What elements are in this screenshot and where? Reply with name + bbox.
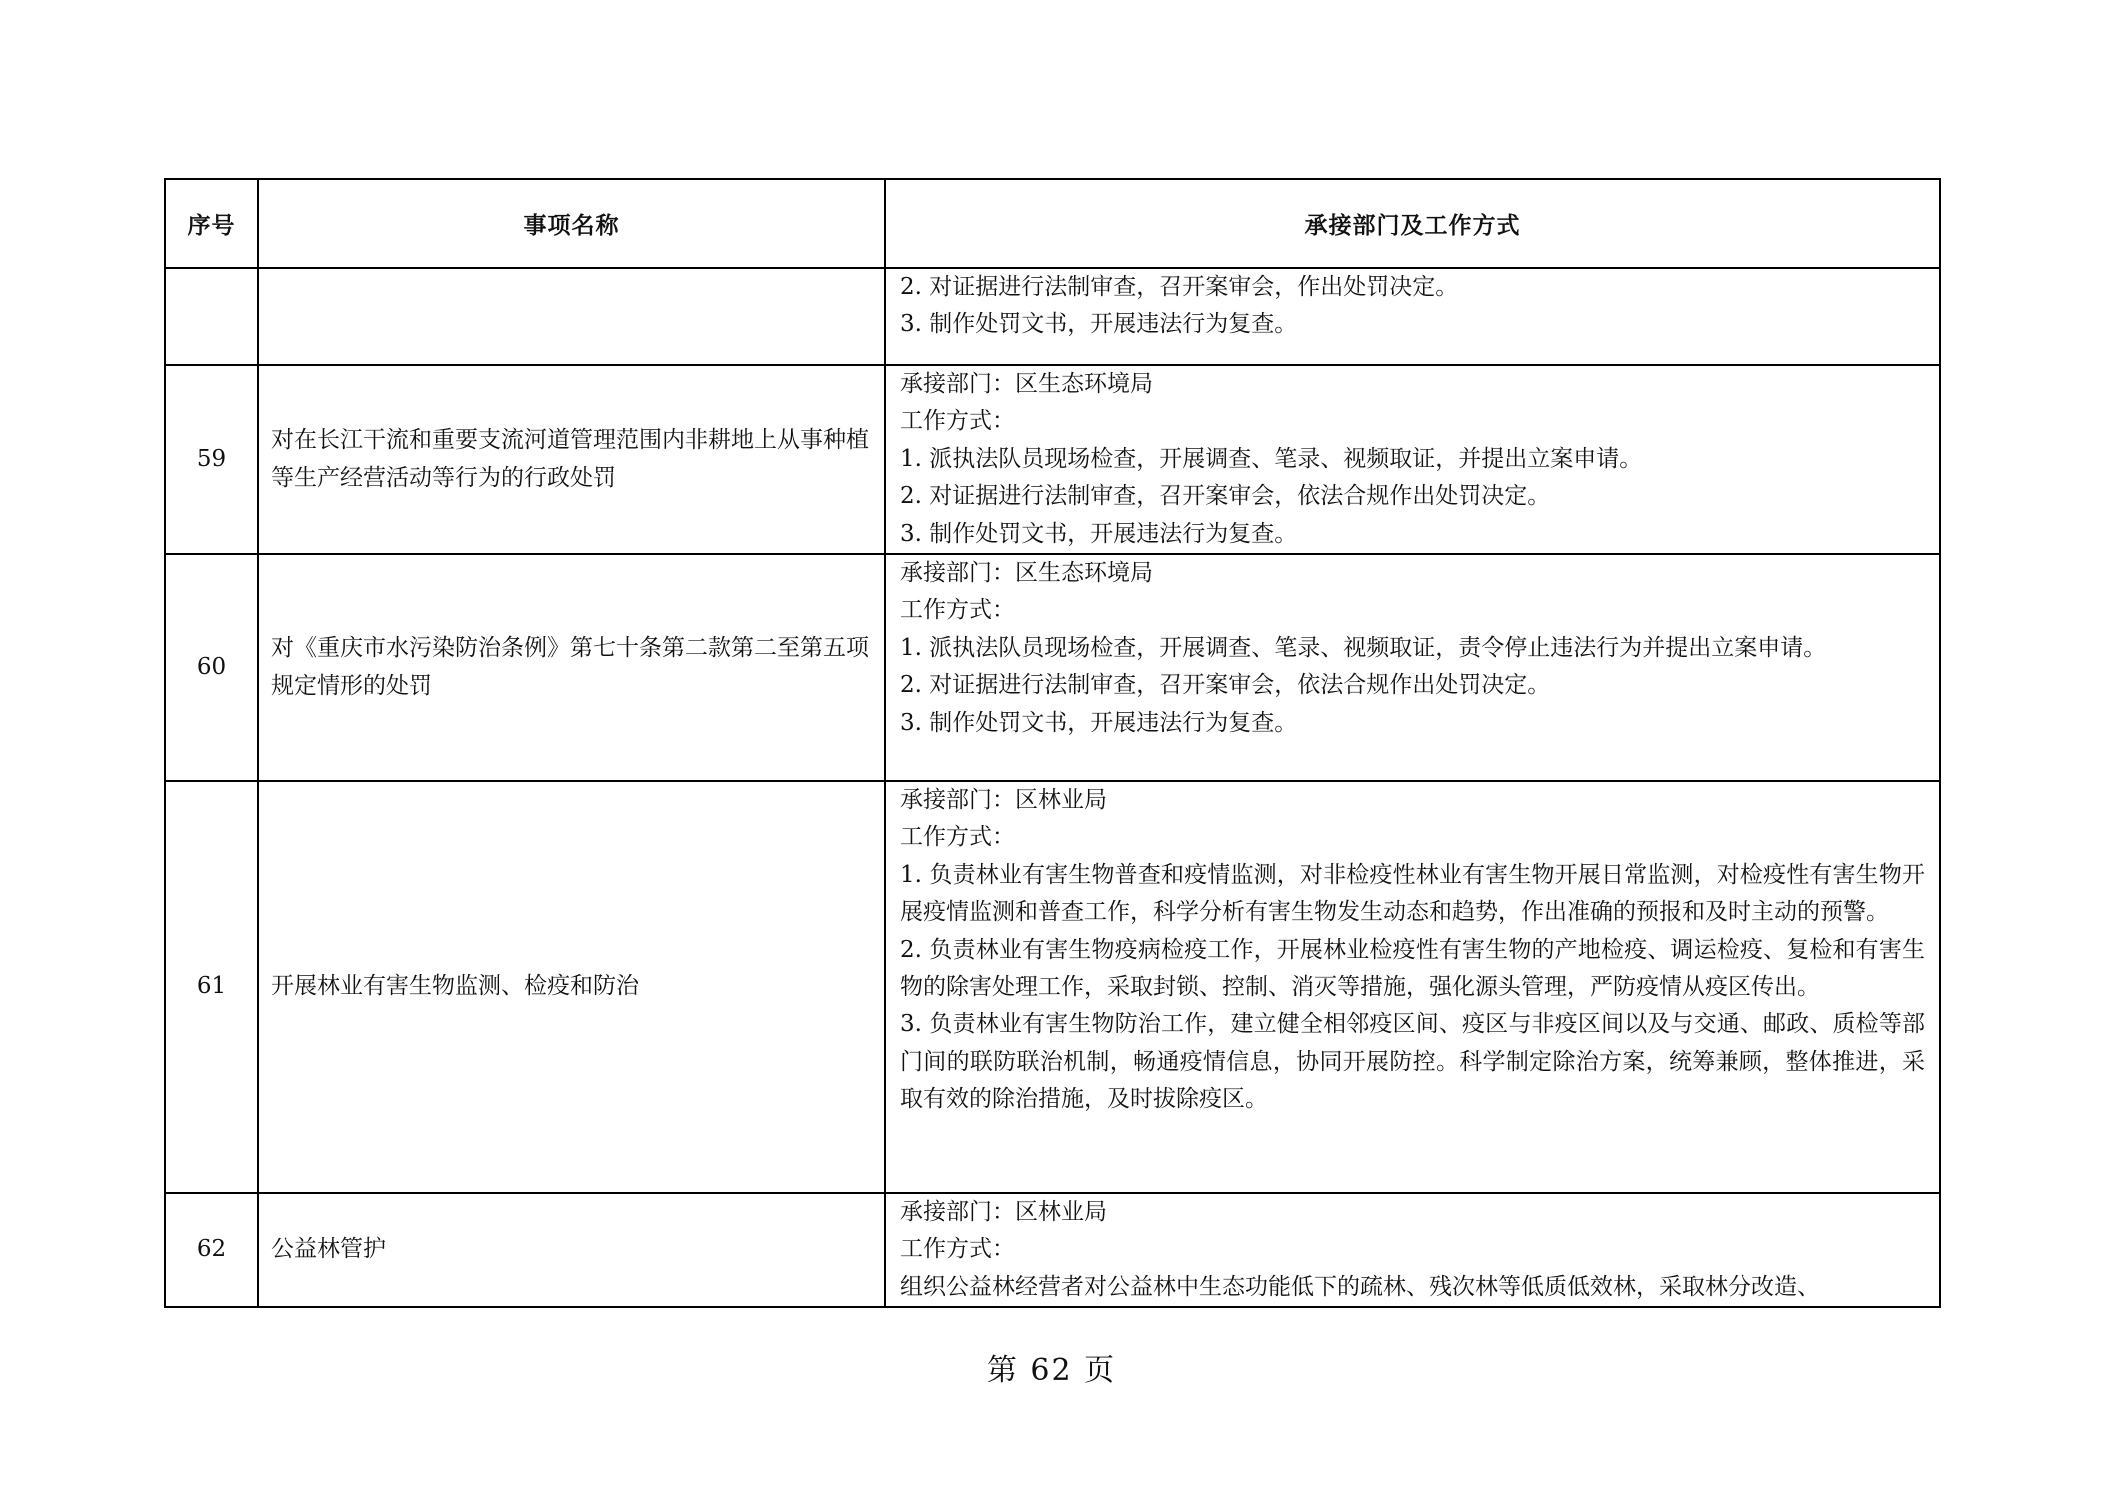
method-line: 1. 派执法队员现场检查，开展调查、笔录、视频取证，并提出立案申请。 [900, 445, 1643, 472]
method-line: 承接部门：区生态环境局 [900, 560, 1153, 587]
method-line: 3. 制作处罚文书，开展违法行为复查。 [900, 520, 1298, 547]
method-line: 1. 派执法队员现场检查，开展调查、笔录、视频取证，责令停止违法行为并提出立案申请。 [900, 634, 1827, 661]
method-line: 工作方式： [900, 1236, 1015, 1263]
row-seq: 60 [165, 554, 258, 781]
table-row [165, 1193, 1940, 1307]
table-row [165, 554, 1940, 781]
row-method [885, 781, 1940, 1193]
page-number: 第 62 页 [986, 1353, 1117, 1388]
method-line: 2. 对证据进行法制审查，召开案审会，依法合规作出处罚决定。 [900, 483, 1551, 510]
method-line: 承接部门：区生态环境局 [900, 371, 1153, 397]
method-line: 工作方式： [900, 824, 1015, 851]
row-method [885, 268, 1940, 365]
row-seq: 62 [165, 1193, 258, 1307]
items-table [164, 178, 1941, 1308]
method-line: 1. 负责林业有害生物普查和疫情监测，对非检疫性林业有害生物开展日常监测，对检疫性有害生物开展疫情监测和普查工作，科学分析有害生物发生动态和趋势，作出准确的预报和及时主动的预警。 [900, 861, 1925, 926]
row-name: 公益林管护 [258, 1193, 885, 1307]
method-line: 3. 制作处罚文书，开展违法行为复查。 [900, 311, 1298, 338]
row-method [885, 554, 1940, 781]
row-method [885, 365, 1940, 554]
table-row [165, 365, 1940, 554]
header-row [165, 179, 1940, 268]
method-line: 2. 负责林业有害生物疫病检疫工作，开展林业检疫性有害生物的产地检疫、调运检疫、复检和有害生物的除害处理工作，采取封锁、控制、消灭等措施，强化源头管理，严防疫情从疫区传出。 [900, 936, 1925, 1001]
method-line: 工作方式： [900, 408, 1015, 435]
row-seq: 61 [165, 781, 258, 1193]
table-body [165, 268, 1940, 1307]
table-header [165, 179, 1940, 268]
row-seq: 59 [165, 365, 258, 554]
table-row [165, 268, 1940, 365]
method-line: 组织公益林经营者对公益林中生态功能低下的疏林、残次林等低质低效林，采取林分改造、 [900, 1273, 1820, 1300]
method-line: 工作方式： [900, 597, 1015, 624]
row-method [885, 1193, 1940, 1307]
row-name: 开展林业有害生物监测、检疫和防治 [258, 781, 885, 1193]
method-line: 3. 制作处罚文书，开展违法行为复查。 [900, 709, 1298, 736]
row-name: 对《重庆市水污染防治条例》第七十条第二款第二至第五项规定情形的处罚 [258, 554, 885, 781]
row-seq [165, 268, 258, 365]
method-line: 2. 对证据进行法制审查，召开案审会，依法合规作出处罚决定。 [900, 672, 1551, 699]
method-line: 2. 对证据进行法制审查，召开案审会，作出处罚决定。 [900, 274, 1459, 300]
header-method: 承接部门及工作方式 [885, 179, 1940, 268]
table-row [165, 781, 1940, 1193]
method-line: 承接部门：区林业局 [900, 1199, 1107, 1226]
method-line: 承接部门：区林业局 [900, 787, 1107, 814]
header-name: 事项名称 [258, 179, 885, 268]
row-name [258, 268, 885, 365]
header-seq: 序号 [165, 179, 258, 268]
method-line: 3. 负责林业有害生物防治工作，建立健全相邻疫区间、疫区与非疫区间以及与交通、邮政、质检等部门间的联防联治机制，畅通疫情信息，协同开展防控。科学制定除治方案，统筹兼顾，整体推进，采取有效的除治措施，及时拔除疫区。 [900, 1011, 1925, 1113]
row-name: 对在长江干流和重要支流河道管理范围内非耕地上从事种植等生产经营活动等行为的行政处罚 [258, 365, 885, 554]
